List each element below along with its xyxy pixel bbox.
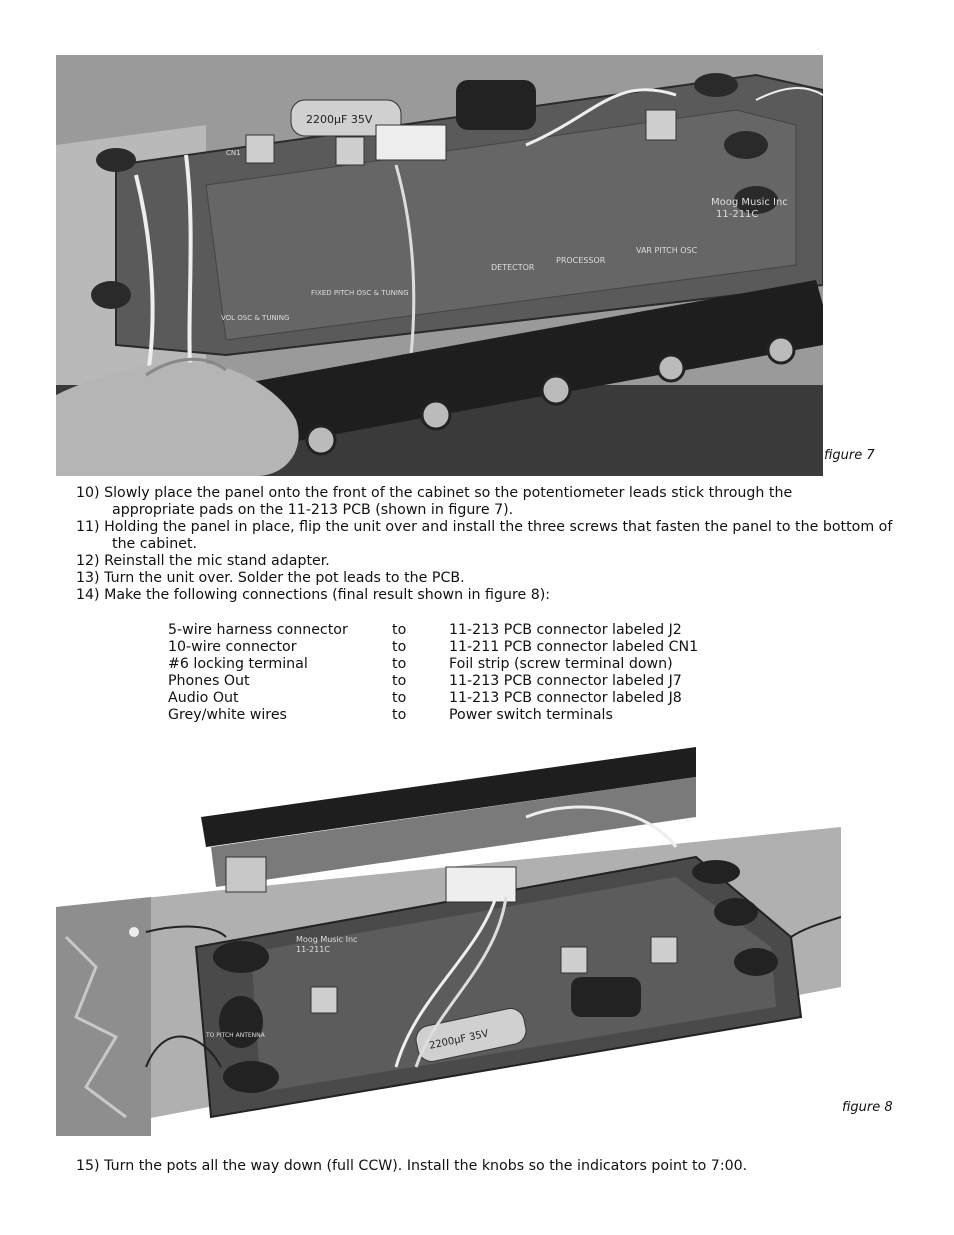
figure-7-pcb-label-board: 11-211C xyxy=(716,209,759,220)
step-number: 15) xyxy=(76,1158,100,1174)
connection-destination: 11-211 PCB connector labeled CN1 xyxy=(449,639,699,655)
assembly-steps-list xyxy=(76,485,896,604)
step-text-continued: the cabinet. xyxy=(112,536,198,552)
connection-destination: 11-213 PCB connector labeled J7 xyxy=(449,673,682,689)
step-text: Turn the unit over. Solder the pot leads to the PCB. xyxy=(104,570,465,586)
figure-8-pcb-label-board: 11-211C xyxy=(296,945,330,954)
connection-source: Phones Out xyxy=(168,673,250,689)
table-row xyxy=(168,673,698,690)
step-text: Turn the pots all the way down (full CCW). Install the knobs so the indicators point to 7:00. xyxy=(104,1158,748,1174)
figure-7-photo xyxy=(56,55,823,476)
figure-7-pcb-label-vol-osc: VOL OSC & TUNING xyxy=(221,314,290,322)
table-row xyxy=(168,707,698,724)
connection-destination: Foil strip (screw terminal down) xyxy=(449,656,673,672)
step-number: 10) xyxy=(76,485,100,501)
step-number: 11) xyxy=(76,519,100,535)
figure-8-photo xyxy=(56,737,841,1136)
step-text-continued: appropriate pads on the 11-213 PCB (shown in figure 7). xyxy=(112,502,514,518)
connection-source: #6 locking terminal xyxy=(168,656,308,672)
connection-to: to xyxy=(392,656,407,672)
connection-destination: Power switch terminals xyxy=(449,707,613,723)
step-number: 12) xyxy=(76,553,100,569)
figure-7-pcb-label-2200uf: 2200µF 35V xyxy=(306,113,373,126)
step-text: Make the following connections (final result shown in figure 8): xyxy=(104,587,551,603)
figure-8-pcb-label-moog: Moog Music Inc xyxy=(296,935,358,944)
connection-to: to xyxy=(392,673,407,689)
figure-7-pcb-label-var-pitch: VAR PITCH OSC xyxy=(636,246,698,255)
connection-source: 10-wire connector xyxy=(168,639,297,655)
figure-8-pcb-label-antenna: TO PITCH ANTENNA xyxy=(206,1032,265,1039)
step-text: Slowly place the panel onto the front of the cabinet so the potentiometer leads stick through the xyxy=(104,485,793,501)
connection-source: Audio Out xyxy=(168,690,239,706)
table-row xyxy=(168,690,698,707)
table-row xyxy=(168,656,698,673)
step-12 xyxy=(76,553,896,570)
connection-source: 5-wire harness connector xyxy=(168,622,348,638)
step-10 xyxy=(76,485,896,519)
figure-7-caption: figure 7 xyxy=(824,448,875,463)
step-14 xyxy=(76,587,896,604)
step-13 xyxy=(76,570,896,587)
connection-to: to xyxy=(392,690,407,706)
connection-destination: 11-213 PCB connector labeled J8 xyxy=(449,690,682,706)
table-row xyxy=(168,639,698,656)
figure-7-pcb-label-detector: DETECTOR xyxy=(491,263,535,272)
step-number: 14) xyxy=(76,587,100,603)
figure-7-pcb-label-processor: PROCESSOR xyxy=(556,256,606,265)
step-text: Holding the panel in place, flip the unit over and install the three screws that fasten the panel to the bottom of xyxy=(104,519,893,535)
connections-table xyxy=(168,622,698,724)
step-15 xyxy=(76,1158,896,1175)
figure-7-pcb-label-cn1: CN1 xyxy=(226,149,241,157)
connection-to: to xyxy=(392,639,407,655)
connection-destination: 11-213 PCB connector labeled J2 xyxy=(449,622,682,638)
table-row xyxy=(168,622,698,639)
connection-to: to xyxy=(392,622,407,638)
figure-7-pcb-label-fixed-pitch: FIXED PITCH OSC & TUNING xyxy=(311,289,409,297)
figure-7-pcb-label-moog: Moog Music Inc xyxy=(711,197,788,208)
connection-to: to xyxy=(392,707,407,723)
figure-8-pcb-label-2200uf: 2200µF 35V xyxy=(428,1028,490,1052)
figure-8-caption: figure 8 xyxy=(842,1100,893,1115)
step-11 xyxy=(76,519,896,553)
step-number: 13) xyxy=(76,570,100,586)
step-text: Reinstall the mic stand adapter. xyxy=(104,553,330,569)
connection-source: Grey/white wires xyxy=(168,707,287,723)
